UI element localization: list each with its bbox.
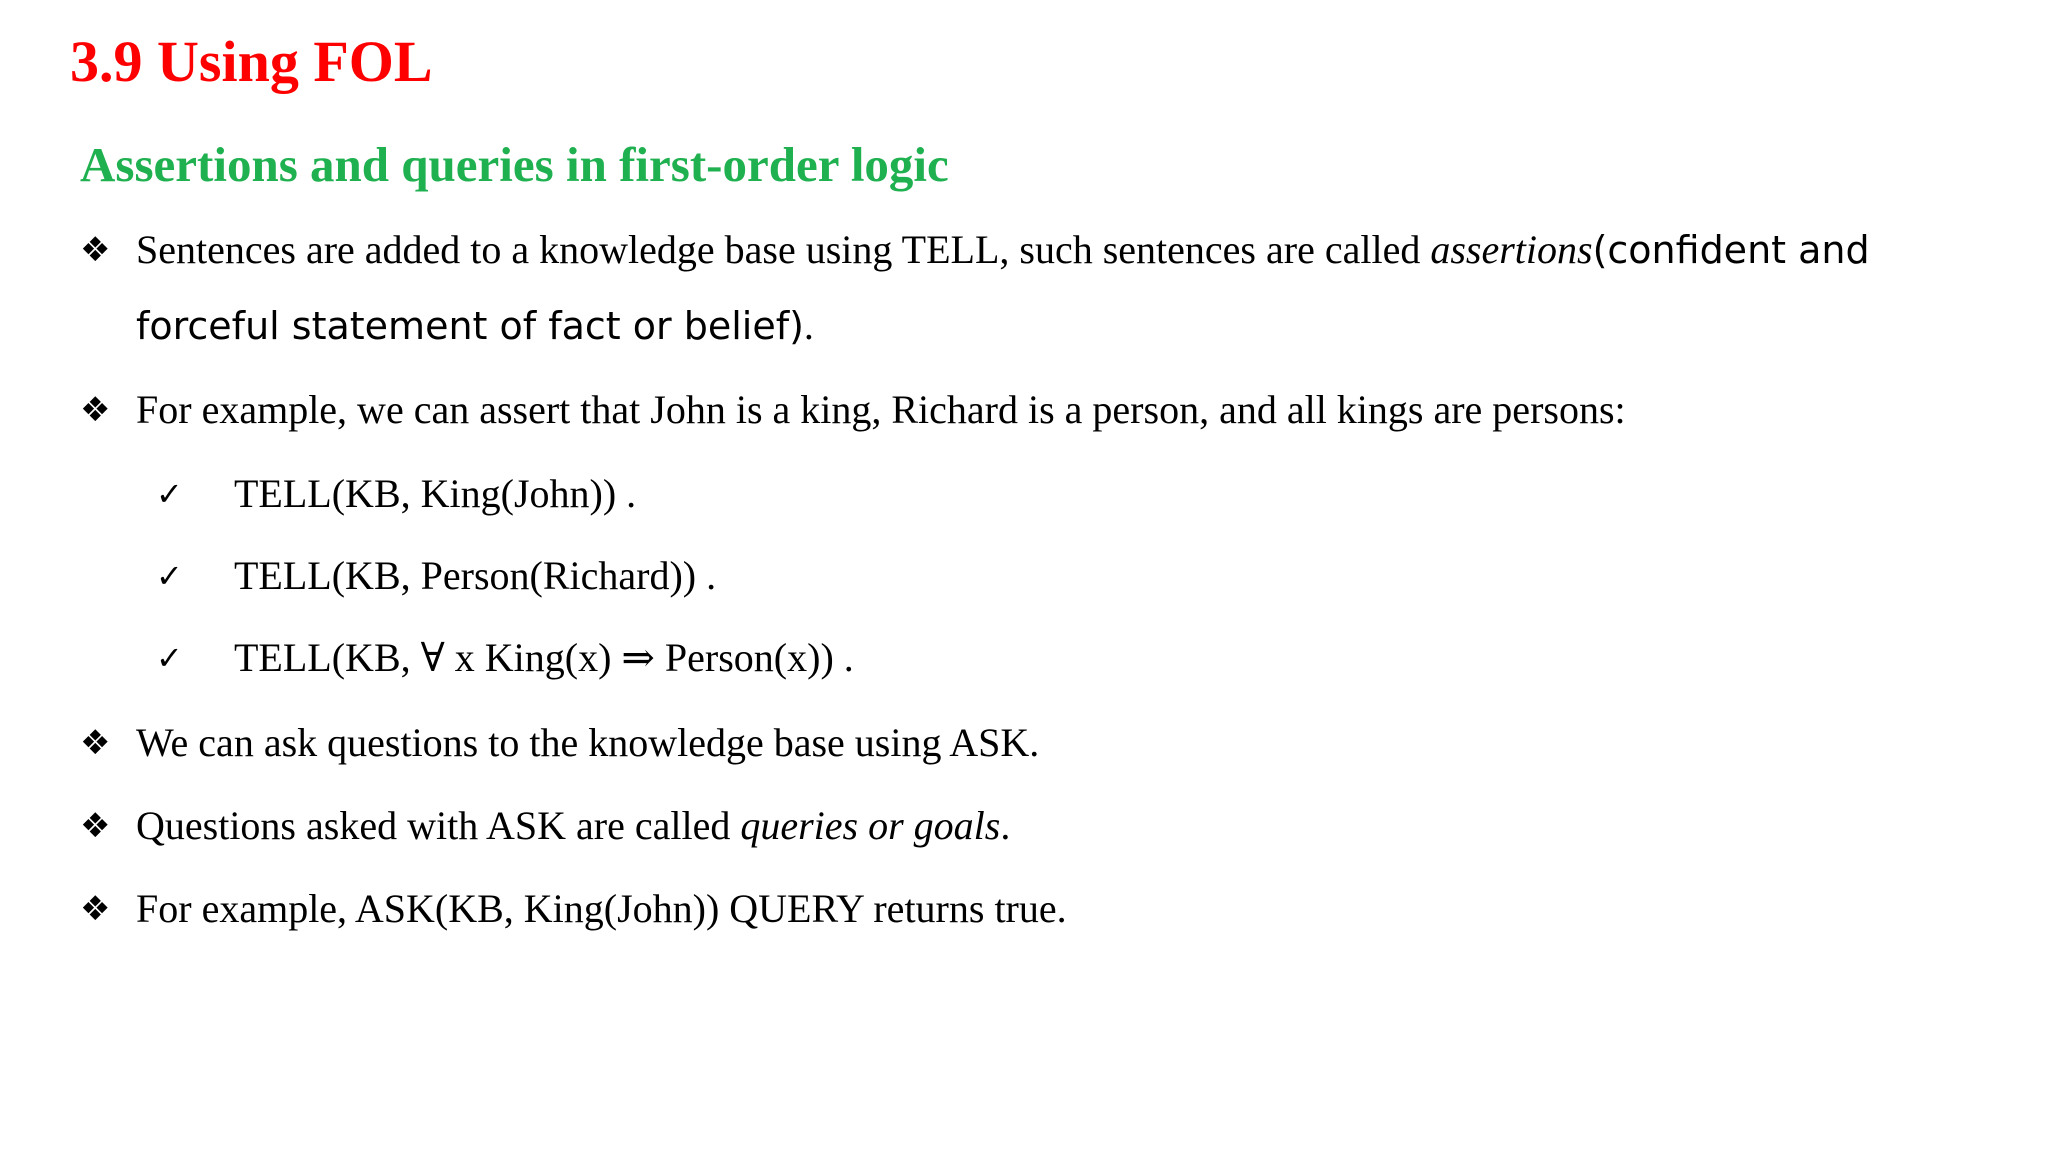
assertion-definition: (confident and forceful statement of fact or belief) — [136, 228, 1870, 348]
term-queries-goals: queries or goals — [740, 803, 1001, 848]
bullet-text: We can ask questions to the knowledge base using ASK. — [136, 720, 1040, 765]
bullet-example-assert — [80, 372, 1900, 448]
bullet-ask — [80, 705, 1900, 781]
checkmark-icon: ✓ — [156, 639, 183, 677]
tell-item-forall: ✓ TELL(KB, ∀ x King(x) ⇒ Person(x)) . — [156, 620, 854, 696]
bullet-text: For example, we can assert that John is a king, Richard is a person, and all kings are persons: — [136, 387, 1626, 432]
slide-subtitle: Assertions and queries in first-order logic — [80, 137, 949, 192]
diamond-bullet-icon: ❖ — [80, 723, 111, 763]
term-assertions: assertions — [1430, 227, 1593, 272]
tell-item-king-john: ✓ TELL(KB, King(John)) . — [156, 456, 636, 532]
bullet-assertions — [80, 212, 1900, 364]
bullet-queries — [80, 788, 1900, 864]
diamond-bullet-icon: ❖ — [80, 230, 111, 270]
checkmark-icon: ✓ — [156, 557, 183, 595]
diamond-bullet-icon: ❖ — [80, 806, 111, 846]
diamond-bullet-icon: ❖ — [80, 889, 111, 929]
slide-title: 3.9 Using FOL — [70, 29, 433, 94]
bullet-example-ask — [80, 871, 1900, 947]
tell-item-person-richard: ✓ TELL(KB, Person(Richard)) . — [156, 538, 716, 614]
bullet-text: For example, ASK(KB, King(John)) QUERY returns true. — [136, 886, 1067, 931]
checkmark-icon: ✓ — [156, 475, 183, 513]
bullet-text: Questions asked with ASK are called queries or goals. — [136, 803, 1011, 848]
bullet-text: Sentences are added to a knowledge base using TELL, such sentences are called assertions(confident and forceful statement of fact or belief). — [136, 227, 1870, 348]
diamond-bullet-icon: ❖ — [80, 390, 111, 430]
